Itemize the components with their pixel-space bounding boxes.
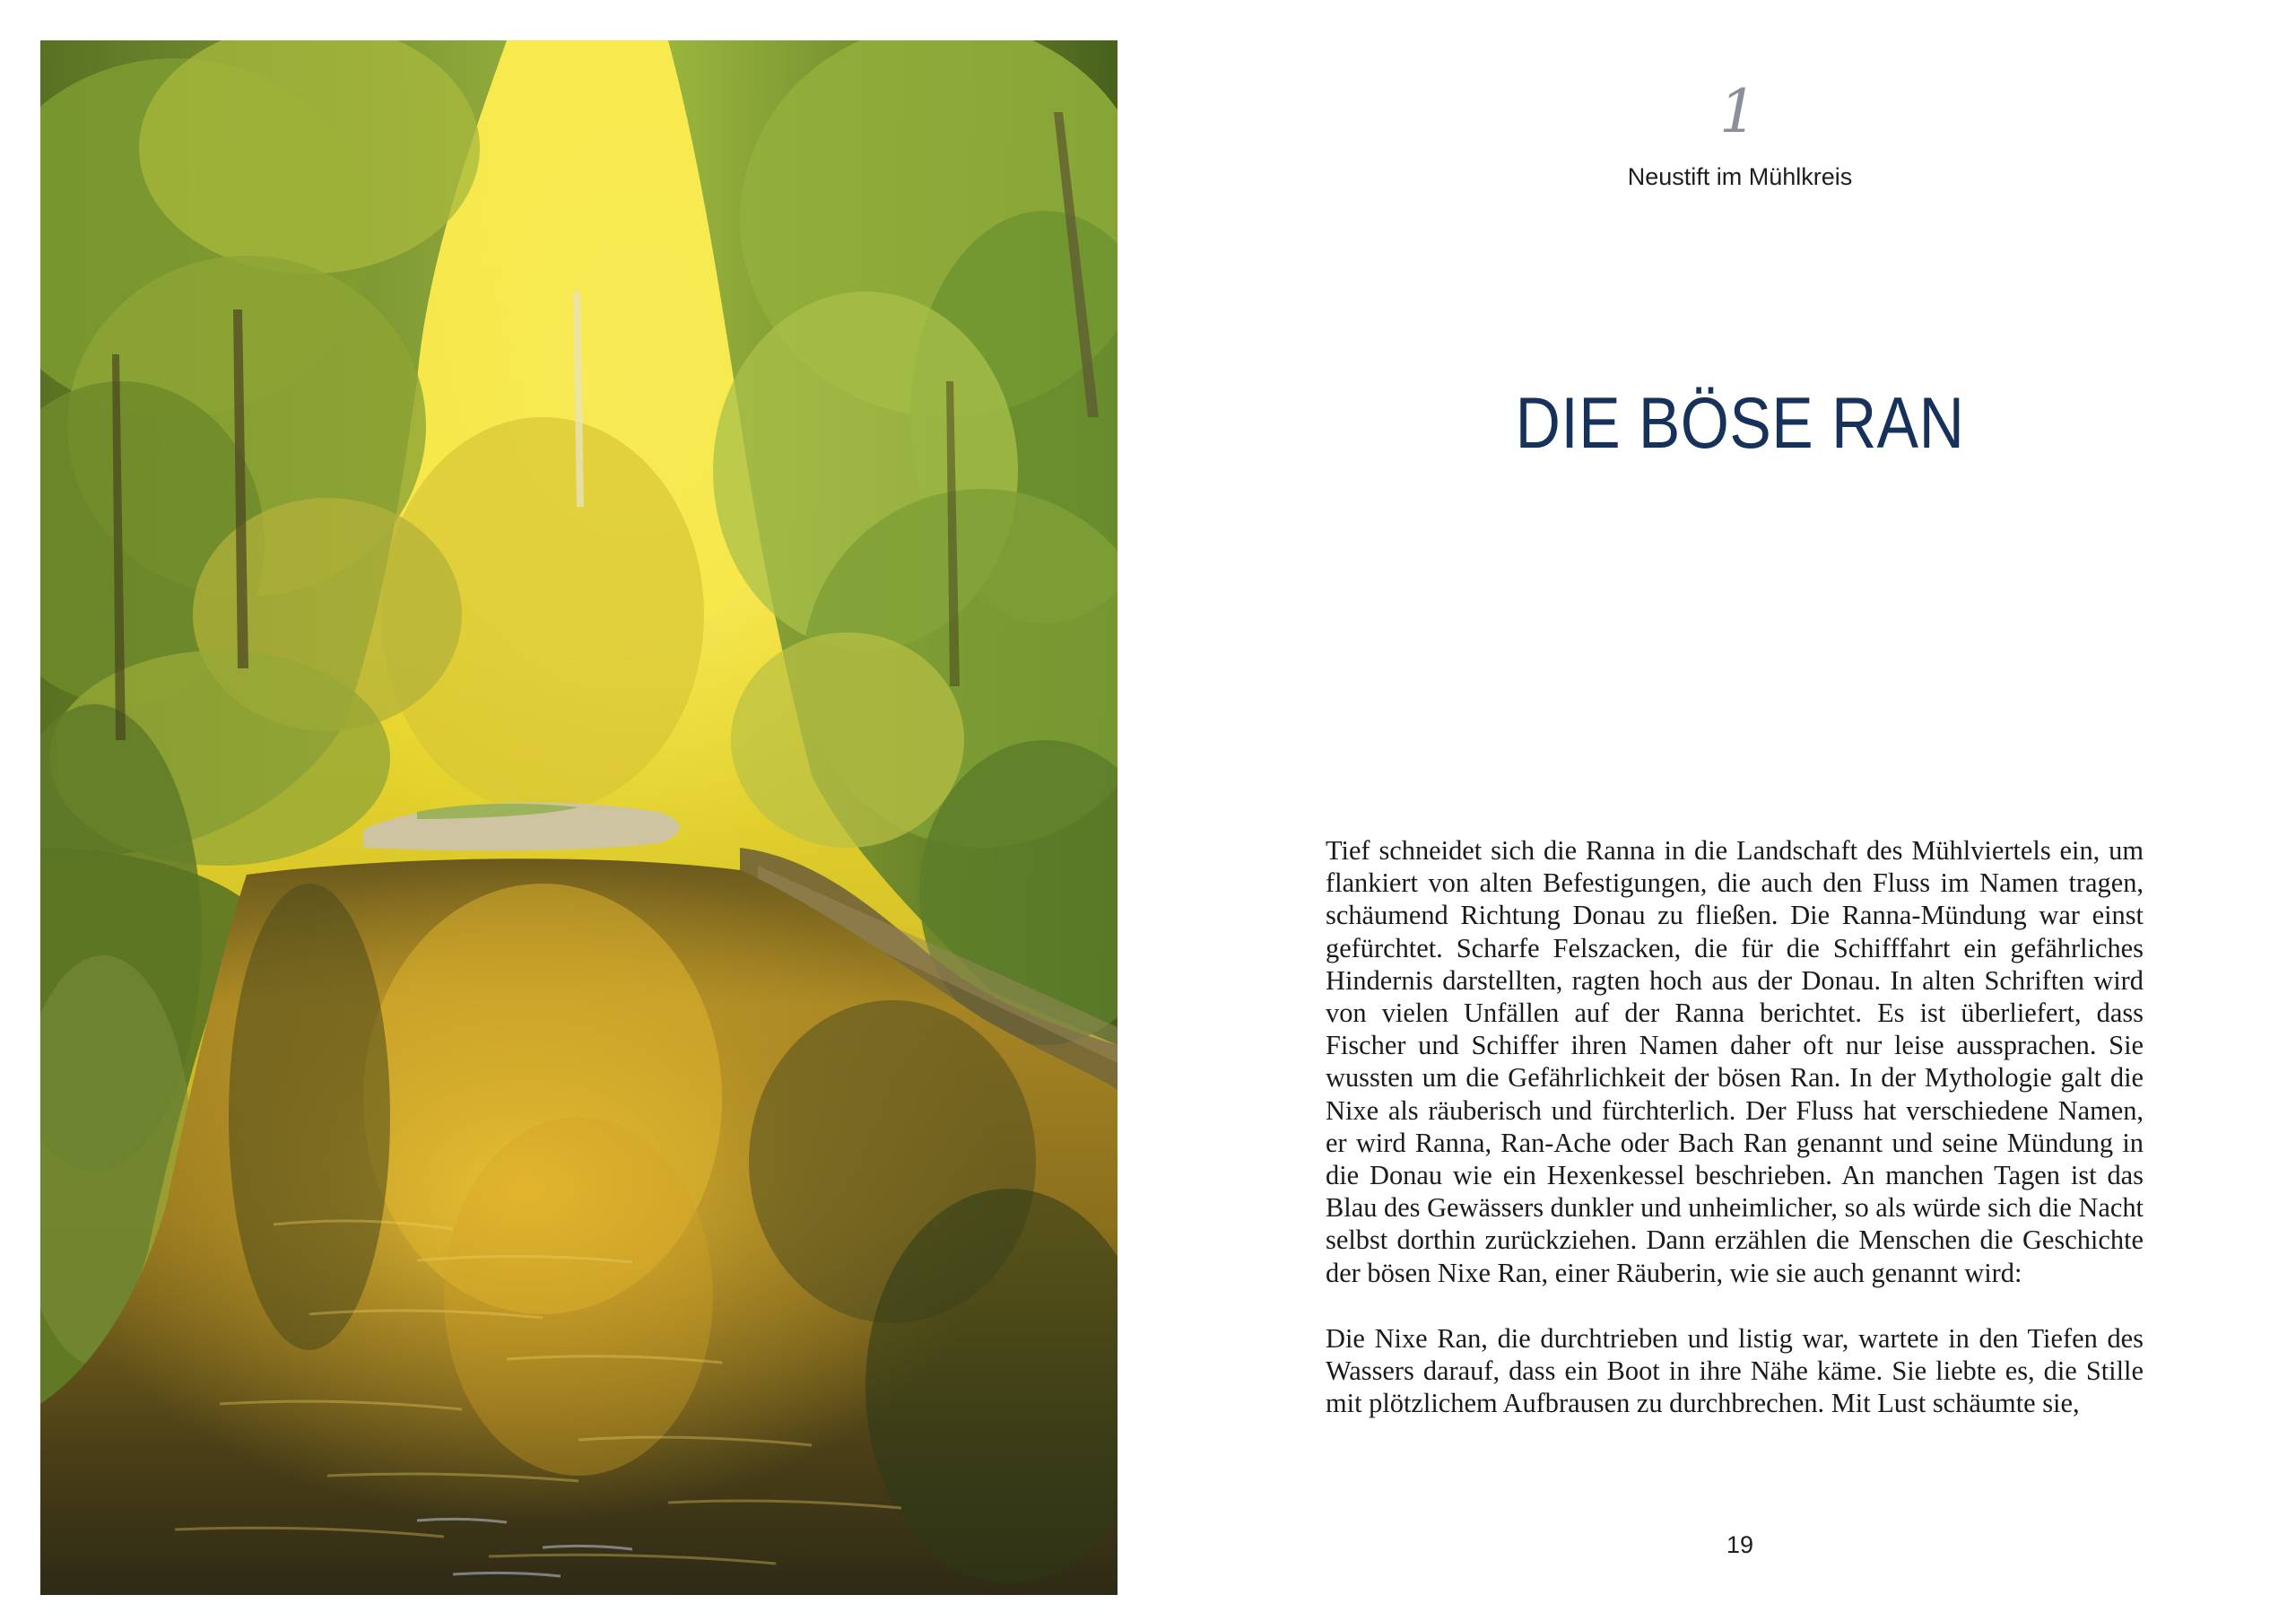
chapter-location: Neustift im Mühlkreis	[1627, 163, 1853, 190]
river-photo	[40, 40, 1118, 1595]
body-text	[1326, 834, 2144, 1419]
chapter-number: 1	[1719, 77, 1757, 146]
body-paragraph-2: Die Nixe Ran, die durchtrieben und listig war, wartete in den Tiefen des Wassers darauf, dass ein Boot in ihre Nähe käme. Sie liebte es, die Stille mit plötzlichem Aufbrausen zu durchbrechen. Mit Lust schäumte sie,	[1326, 1322, 2144, 1419]
river-photo-illustration	[40, 40, 1118, 1595]
chapter-title: DIE BÖSE RAN	[1515, 383, 1965, 464]
page-number: 19	[1726, 1531, 1754, 1558]
body-paragraph-1: Tief schneidet sich die Ranna in die Landschaft des Mühlviertels ein, um flankiert von alten Befestigungen, die auch den Fluss im Namen tragen, schäumend Richtung Donau zu fließen. Die Ranna-Mündung war einst gefürchtet. Scharfe Felszacken, die für die Schifffahrt ein gefährliches Hindernis darstellten, ragten hoch aus der Donau. In alten Schriften wird von vielen Unfällen auf der Ranna berichtet. Es ist überliefert, dass Fischer und Schiffer ihren Namen daher oft nur leise aussprachen. Sie wussten um die Gefährlichkeit der bösen Ran. In der Mythologie galt die Nixe als räuberisch und fürchterlich. Der Fluss hat verschiedene Namen, er wird Ranna, Ran-Ache oder Bach Ran genannt und seine Mündung in die Donau wie ein Hexenkessel beschrieben. An manchen Tagen ist das Blau des Gewässers dunkler und unheimlicher, so als würde sich die Nacht selbst dorthin zurückziehen. Dann erzählen die Menschen die Geschichte der bösen Nixe Ran, einer Räuberin, wie sie auch genannt wird:	[1326, 835, 2144, 1288]
